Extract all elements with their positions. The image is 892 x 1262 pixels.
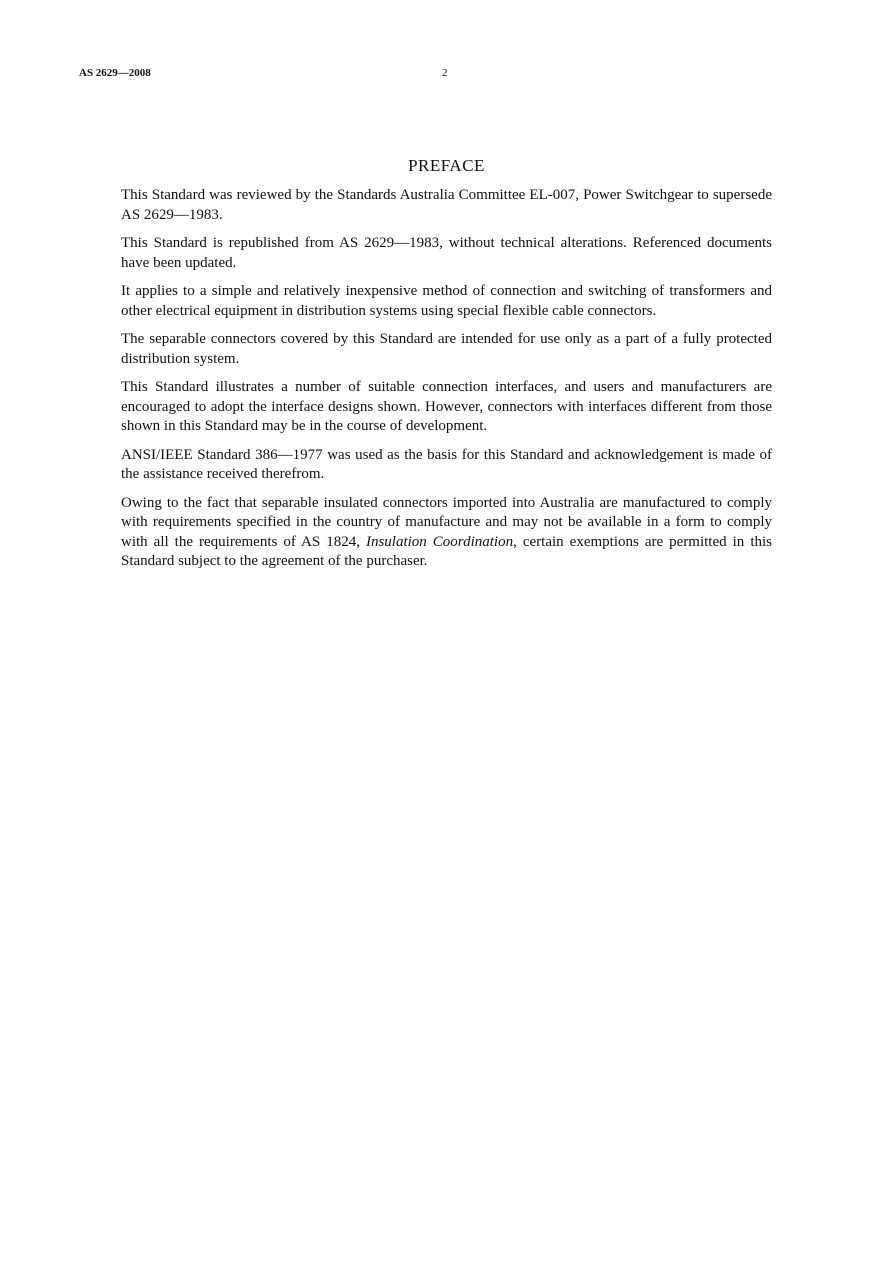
preface-paragraph: The separable connectors covered by this Standard are intended for use only as a part of a fully protected distribution system. (121, 331, 772, 367)
referenced-title: Insulation Coordination (365, 533, 514, 550)
paragraph-text: , certain exemptions are permitted in this Standard subject to the agreement of the purchaser. (121, 533, 772, 569)
preface-title: PREFACE (408, 156, 485, 175)
preface-paragraph: ANSI/IEEE Standard 386—1977 was used as the basis for this Standard and acknowledgement is made of the assistance received therefrom. (121, 446, 772, 482)
preface-section (121, 156, 772, 581)
preface-paragraph: This Standard illustrates a number of suitable connection interfaces, and users and manufacturers are encouraged to adopt the interface designs shown. However, connectors with interfaces different from those shown in this Standard may be in the course of development. (121, 379, 772, 434)
running-header (79, 67, 819, 83)
paragraph-text: Owing to the fact that separable insulated connectors imported into Australia are manufactured to comply with requirements specified in the country of manufacture and may not be available in a form to comply with all the requirements of AS 1824, (121, 494, 772, 550)
preface-paragraph: It applies to a simple and relatively inexpensive method of connection and switching of transformers and other electrical equipment in distribution systems using special flexible cable connectors. (121, 283, 772, 319)
preface-paragraph-last (121, 494, 772, 572)
preface-paragraph: This Standard is republished from AS 2629—1983, without technical alterations. Referenced documents have been updated. (121, 235, 772, 271)
preface-paragraph: This Standard was reviewed by the Standards Australia Committee EL-007, Power Switchgear to supersede AS 2629—1983. (121, 187, 772, 223)
page-number: 2 (442, 67, 448, 79)
document-id: AS 2629—2008 (79, 67, 151, 79)
